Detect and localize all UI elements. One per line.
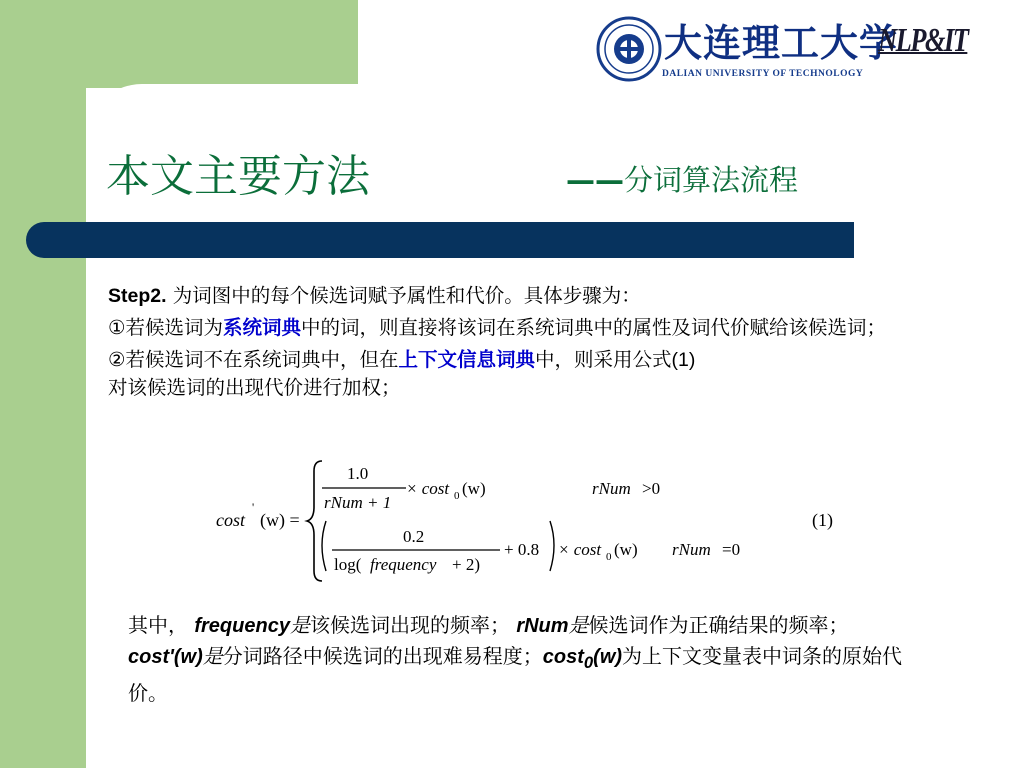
- university-seal-icon: [596, 16, 662, 82]
- term-rnum-desc: 候选词作为正确结果的频率；: [588, 613, 849, 637]
- formula-lhs-arg: (w) =: [260, 510, 300, 530]
- case2-right-paren: [550, 521, 554, 571]
- case1-denominator: rNum + 1: [324, 493, 392, 512]
- case2-subscript: 0: [606, 551, 612, 563]
- formula-svg: [210, 455, 860, 585]
- case2-den-post: + 2): [452, 555, 480, 574]
- case2-cond-op: =0: [722, 540, 741, 559]
- case1-arg: (w): [462, 479, 486, 498]
- case1-cond-var: rNum: [592, 479, 631, 498]
- case1-numerator: 1.0: [347, 464, 369, 483]
- rule-2-post: 中，则采用公式: [535, 348, 672, 371]
- note-lead: 其中，: [128, 613, 188, 637]
- rule-2-pre: ②若候选词不在系统词典中，但在: [108, 348, 399, 371]
- formula-ref: (1): [671, 349, 696, 371]
- step-label: Step2.: [108, 285, 167, 307]
- formula-lhs: cost: [216, 510, 245, 530]
- case1-subscript: 0: [454, 490, 460, 502]
- cost-formula: [210, 455, 860, 585]
- step-line: [108, 282, 898, 310]
- step-text: 为词图中的每个候选词赋予属性和代价。具体步骤为：: [166, 284, 641, 307]
- cases-brace: [307, 461, 322, 581]
- title-bar-cap: [26, 222, 92, 258]
- rule-2: [108, 346, 898, 402]
- nlp-lab-logo: NLP&IT: [878, 22, 968, 59]
- case1-mult: × cost: [406, 479, 450, 498]
- case2-add: + 0.8: [504, 540, 540, 559]
- context-dict-highlight: 上下文信息词典: [398, 348, 535, 371]
- term-cost-prime: cost'(w): [128, 646, 203, 668]
- page-title: 本文主要方法: [106, 151, 370, 202]
- formula-prime: ': [252, 500, 255, 514]
- system-dict-highlight: 系统词典: [222, 316, 301, 339]
- case2-left-paren: [322, 521, 326, 571]
- step-description: [108, 282, 898, 406]
- title-dash: ——: [566, 163, 624, 197]
- term-cost0-arg: (w): [593, 646, 623, 668]
- term-frequency-is: 是: [289, 613, 310, 637]
- case2-mult: × cost: [558, 540, 602, 559]
- university-name-en: DALIAN UNIVERSITY OF TECHNOLOGY: [662, 69, 864, 79]
- rule-1-pre: ①若候选词为: [108, 316, 223, 339]
- university-name-cn: 大连理工大学: [664, 20, 899, 65]
- term-cost0-sub: 0: [583, 653, 594, 672]
- rule-1: [108, 314, 898, 342]
- case2-den-pre: log(: [334, 555, 362, 574]
- term-cost0: cost: [542, 646, 584, 668]
- term-frequency: frequency: [194, 615, 290, 637]
- page-subtitle: [566, 158, 798, 199]
- left-green-band: [0, 0, 86, 768]
- term-rnum-is: 是: [568, 613, 589, 637]
- term-frequency-desc: 该候选词出现的频率；: [309, 613, 510, 637]
- case2-den-var: frequency: [370, 555, 437, 574]
- rule-2-tail: 对该候选词的出现代价进行加权；: [108, 376, 401, 399]
- subtitle-text: 分词算法流程: [624, 163, 799, 197]
- term-rnum: rNum: [516, 615, 569, 637]
- case2-numerator: 0.2: [403, 527, 425, 546]
- term-cost0-desc: 为上下文变量表中词条的原始代价。: [128, 644, 903, 705]
- case2-arg: (w): [614, 540, 638, 559]
- equation-number: (1): [812, 510, 833, 530]
- rule-1-post: 中的词，则直接将该词在系统词典中的属性及词代价赋给该候选词；: [301, 316, 887, 339]
- title-bar: [86, 222, 854, 258]
- term-cost-prime-is: 是: [202, 644, 223, 668]
- top-green-block: [0, 0, 358, 88]
- header-logos: [596, 16, 1006, 86]
- case1-cond-op: >0: [642, 479, 661, 498]
- variable-notes: [128, 610, 928, 708]
- term-cost-prime-desc: 分词路径中候选词的出现难易程度；: [222, 644, 543, 668]
- case2-cond-var: rNum: [672, 540, 711, 559]
